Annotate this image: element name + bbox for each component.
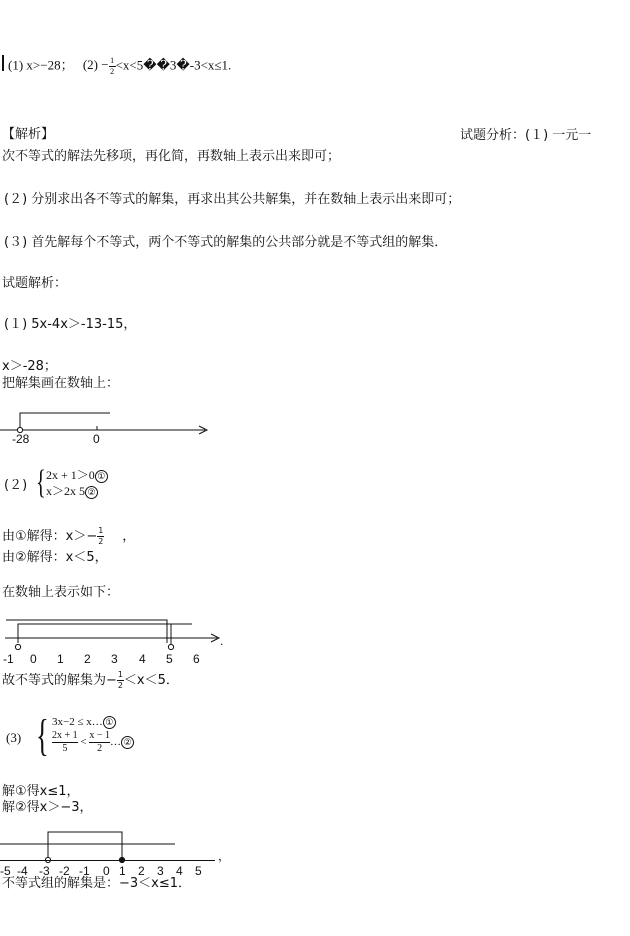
nl3-label: 2 bbox=[138, 864, 145, 878]
nl2-label: 2 bbox=[84, 652, 91, 666]
nl3-end-punct: ， bbox=[218, 849, 231, 863]
answer-part2-rest: <x<5 bbox=[115, 57, 144, 73]
s2-eq1: 2x + 1＞0 ① bbox=[46, 469, 108, 483]
nl2-label: 5 bbox=[166, 652, 173, 666]
nl1-label: 0 bbox=[93, 432, 100, 445]
nl2-end-punct: . bbox=[220, 634, 224, 648]
s3-label: (3) bbox=[6, 730, 22, 745]
s3-eq2: $\frac{2x + 1}{5}$ < $\frac{x - 1}{2}$ … ② bbox=[52, 731, 134, 754]
answer-garbled: ��3� bbox=[143, 57, 190, 73]
analysis-title: 试题分析：(１) 一元一 bbox=[460, 128, 592, 143]
nl2-bracket-left bbox=[6, 620, 167, 643]
nl3-label: 0 bbox=[103, 864, 110, 878]
analysis-line-3: (３) 首先解每个不等式，两个不等式的解集的公共部分就是不等式组的解集． bbox=[4, 235, 448, 250]
nl1-label: -28 bbox=[12, 432, 30, 445]
analysis-header: 【解析】 bbox=[2, 127, 55, 142]
nl2-bracket-right bbox=[18, 624, 192, 643]
s3-sol1: 解①得x≤1， bbox=[2, 784, 80, 799]
number-line-2 bbox=[0, 612, 235, 668]
nl2-label: 0 bbox=[30, 652, 37, 666]
s3-sol2: 解②得x＞−3， bbox=[2, 800, 93, 815]
s3-conclusion: 不等式组的解集是：−3＜x≤1． bbox=[2, 876, 192, 891]
nl3-label: -3 bbox=[39, 864, 50, 878]
s1-step: (１) 5x-4x＞-13-15， bbox=[4, 317, 137, 332]
s2-sol2: 由②解得：x＜5， bbox=[2, 550, 108, 565]
answer-line bbox=[8, 57, 231, 76]
nl2-open-point bbox=[168, 644, 173, 649]
nl3-label: -1 bbox=[79, 864, 90, 878]
nl2-label: -1 bbox=[3, 652, 14, 666]
number-line-3 bbox=[0, 824, 235, 880]
answer-part1: (1) x>−28； bbox=[8, 57, 74, 73]
nl3-label: 4 bbox=[176, 864, 183, 878]
s1-draw: 把解集画在数轴上： bbox=[2, 376, 120, 391]
nl2-open-point bbox=[15, 644, 20, 649]
nl2-label: 6 bbox=[193, 652, 200, 666]
s2-brace: { bbox=[36, 464, 46, 501]
nl3-label: -5 bbox=[0, 864, 11, 878]
nl1-solution-bracket bbox=[20, 413, 110, 428]
nl3-bracket-1 bbox=[48, 832, 122, 860]
s3-eq1: 3x−2 ≤ x… ① bbox=[52, 716, 116, 729]
analysis-line-1: 次不等式的解法先移项，再化简，再数轴上表示出来即可； bbox=[2, 149, 341, 164]
cursor-bar bbox=[2, 55, 4, 71]
answer-part3: -3<x≤1. bbox=[189, 57, 232, 73]
nl3-baseline bbox=[0, 860, 215, 861]
analysis-line-2: (２) 分别求出各不等式的解集，再求出其公共解集，并在数轴上表示出来即可； bbox=[4, 192, 461, 207]
s2-conclusion: 故不等式的解集为− $\frac{1}{2}$ ＜x＜5． bbox=[2, 670, 179, 690]
s3-brace: { bbox=[36, 711, 49, 760]
s1-result: x＞-28； bbox=[2, 359, 57, 374]
nl2-label: 4 bbox=[139, 652, 146, 666]
solution-title: 试题解析： bbox=[2, 276, 68, 291]
nl3-label: 5 bbox=[195, 864, 202, 878]
nl3-label: 1 bbox=[119, 864, 126, 878]
s2-label: (２) bbox=[4, 478, 28, 493]
nl3-label: -2 bbox=[59, 864, 70, 878]
s2-show: 在数轴上表示如下： bbox=[2, 585, 120, 600]
nl2-label: 1 bbox=[57, 652, 64, 666]
nl3-label: -4 bbox=[17, 864, 28, 878]
s2-eq2: x＞2x 5 ② bbox=[46, 485, 98, 499]
nl3-label: 3 bbox=[157, 864, 164, 878]
s2-sol1: 由①解得：x＞− $\frac{1}{2}$ ， bbox=[2, 526, 136, 546]
answer-fraction: $\frac{1}{2}$ bbox=[110, 56, 115, 76]
nl2-label: 3 bbox=[111, 652, 118, 666]
answer-part2-prefix: (2) − bbox=[82, 57, 109, 73]
number-line-1 bbox=[0, 405, 220, 445]
